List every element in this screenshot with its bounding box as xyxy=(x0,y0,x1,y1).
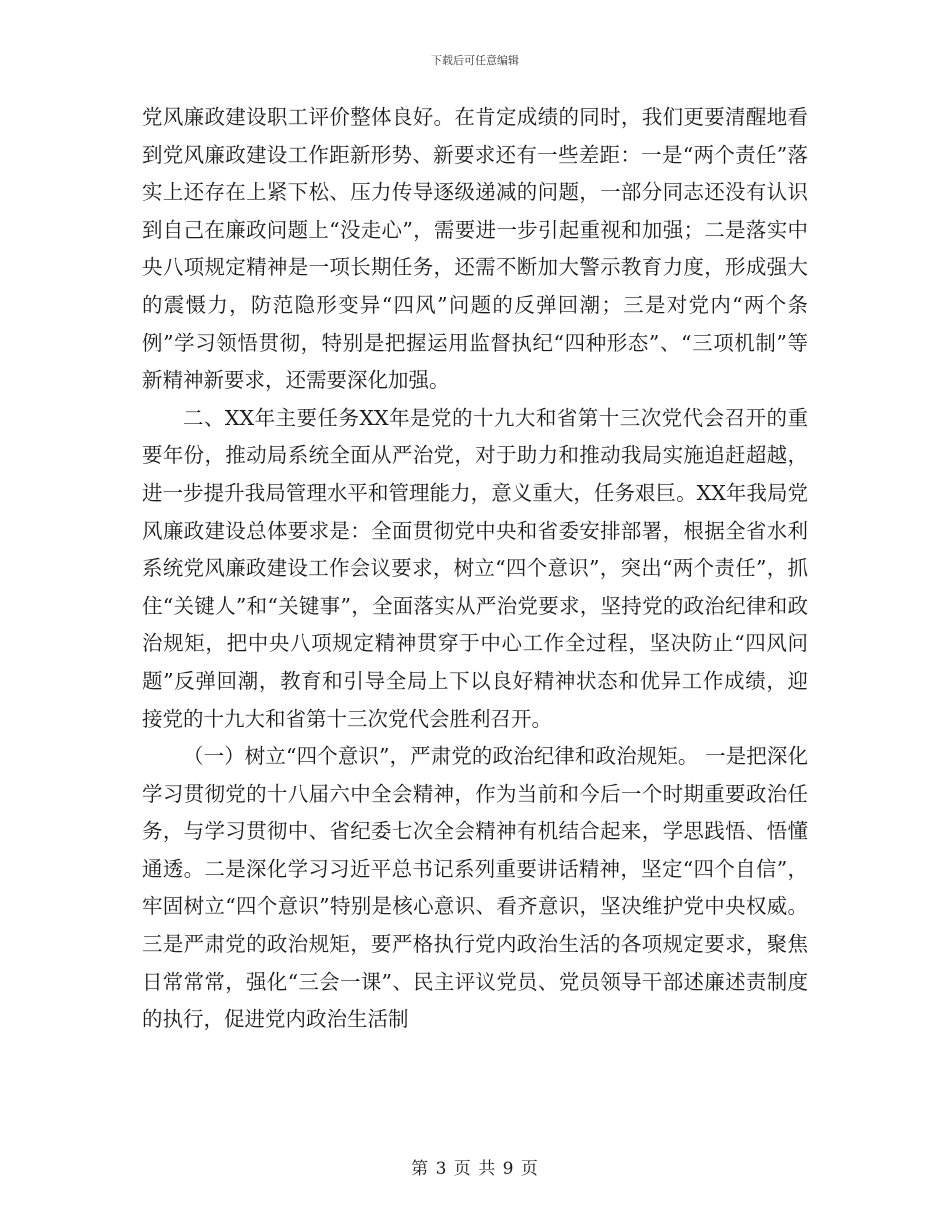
paragraph-2: 二、XX年主要任务XX年是党的十九大和省第十三次党代会召开的重要年份，推动局系统全面从严治党，对于助力和推动我局实施追赶超越，进一步提升我局管理水平和管理能力，意义重大，任务艰巨。XX年我局党风廉政建设总体要求是：全面贯彻党中央和省委安排部署，根据全省水利系统党风廉政建设工作会议要求，树立“四个意识”，突出“两个责任”，抓住“关键人”和“关键事”，全面落实从严治党要求，坚持党的政治纪律和政治规矩，把中央八项规定精神贯穿于中心工作全过程，坚决防止“四风问题”反弹回潮，教育和引导全局上下以良好精神状态和优异工作成绩，迎接党的十九大和省第十三次党代会胜利召开。 xyxy=(142,405,808,731)
page-header: 下载后可任意编辑 xyxy=(431,54,519,67)
document-body xyxy=(142,99,808,1039)
page-number: 第 3 页 共 9 页 xyxy=(411,1159,539,1179)
paragraph-1: 党风廉政建设职工评价整体良好。在肯定成绩的同时，我们更要清醒地看到党风廉政建设工作距新形势、新要求还有一些差距：一是“两个责任”落实上还存在上紧下松、压力传导逐级递减的问题，一部分同志还没有认识到自己在廉政问题上“没走心”，需要进一步引起重视和加强；二是落实中央八项规定精神是一项长期任务，还需不断加大警示教育力度，形成强大的震慑力，防范隐形变异“四风”问题的反弹回潮；三是对党内“两个条例”学习领悟贯彻，特别是把握运用监督执纪“四种形态”、“三项机制”等新精神新要求，还需要深化加强。 xyxy=(142,105,808,393)
paragraph-3: （一）树立“四个意识”，严肃党的政治纪律和政治规矩。 一是把深化学习贯彻党的十八届六中全会精神，作为当前和今后一个时期重要政治任务，与学习贯彻中、省纪委七次全会精神有机结合起来，学思践悟、悟懂通透。二是深化学习习近平总书记系列重要讲话精神，坚定“四个自信”，牢固树立“四个意识”特别是核心意识、看齐意识，坚决维护党中央权威。三是严肃党的政治规矩，要严格执行党内政治生活的各项规定要求，聚焦日常常常，强化“三会一课”、民主评议党员、党员领导干部述廉述责制度的执行，促进党内政治生活制 xyxy=(142,744,808,1032)
